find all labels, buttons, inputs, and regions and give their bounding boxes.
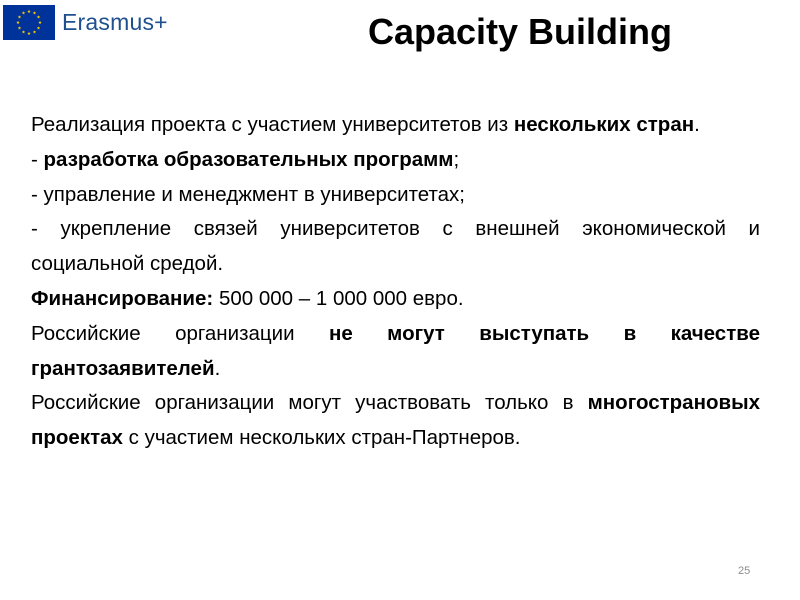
paragraph-funding: Финансирование: 500 000 – 1 000 000 евро. [31,286,464,310]
slide-body [31,108,760,456]
paragraph-applicants: Российские организации не могут выступать в качестве грантозаявителей. [31,321,760,380]
paragraph-participation: Российские организации могут участвовать только в многострановых проектах с участием нескольких стран-Партнеров. [31,391,760,450]
paragraph-intro: Реализация проекта с участием университетов из нескольких стран. [31,113,700,136]
logo-text: Erasmus+ [62,9,168,35]
page-number: 25 [738,565,751,577]
bullet-management: - управление и менеджмент в университетах; [31,182,465,206]
bullet-programs: - разработка образовательных программ; [31,147,460,171]
erasmus-logo [3,5,168,40]
page-title: Capacity Building [367,11,673,52]
eu-flag-icon [3,5,55,40]
bullet-links: - укрепление связей университетов с внешней экономической и социальной средой. [31,217,760,276]
